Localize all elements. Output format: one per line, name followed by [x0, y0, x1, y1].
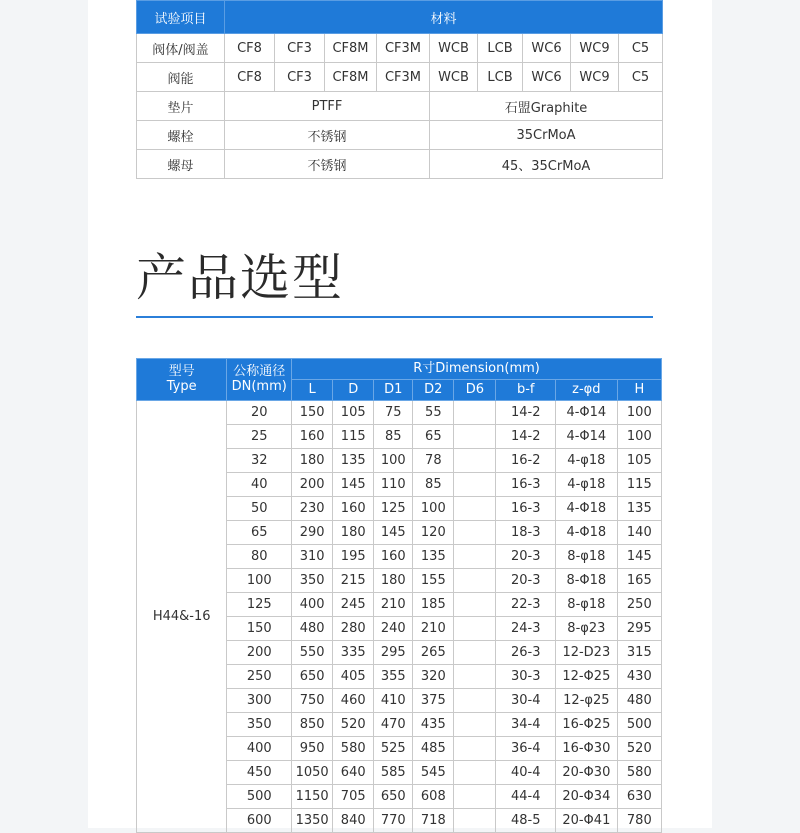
table-cell: 430	[617, 665, 661, 689]
header-col: D1	[374, 380, 413, 401]
table-cell: 100	[413, 497, 454, 521]
table-cell: 140	[617, 521, 661, 545]
materials-cell: LCB	[478, 63, 523, 92]
table-cell: 840	[333, 809, 374, 833]
table-cell: 580	[617, 761, 661, 785]
table-cell: 500	[617, 713, 661, 737]
table-cell: 250	[227, 665, 292, 689]
materials-header-item: 试验项目	[137, 1, 225, 34]
materials-cell: WC9	[571, 63, 619, 92]
table-cell	[454, 665, 496, 689]
table-cell: 245	[333, 593, 374, 617]
table-cell: 100	[227, 569, 292, 593]
table-cell: 180	[374, 569, 413, 593]
header-col: D	[333, 380, 374, 401]
table-cell: 195	[333, 545, 374, 569]
table-cell: 705	[333, 785, 374, 809]
table-cell: 105	[617, 449, 661, 473]
materials-left-value: PTFF	[225, 92, 430, 121]
table-cell: 165	[617, 569, 661, 593]
table-cell: 160	[374, 545, 413, 569]
table-cell: 608	[413, 785, 454, 809]
materials-row-name: 螺母	[137, 150, 225, 179]
table-cell: 14-2	[496, 425, 556, 449]
header-col: L	[292, 380, 333, 401]
table-cell: 75	[374, 401, 413, 425]
table-cell: 480	[617, 689, 661, 713]
table-cell: 12-φ25	[556, 689, 618, 713]
materials-cell: CF8	[225, 63, 275, 92]
table-cell: 520	[617, 737, 661, 761]
table-cell: 1050	[292, 761, 333, 785]
table-cell: 200	[227, 641, 292, 665]
table-cell: 40	[227, 473, 292, 497]
header-col: z-φd	[556, 380, 618, 401]
table-cell: 470	[374, 713, 413, 737]
table-cell: 125	[227, 593, 292, 617]
table-cell: 125	[374, 497, 413, 521]
table-cell: 950	[292, 737, 333, 761]
table-cell: 650	[292, 665, 333, 689]
table-cell: 78	[413, 449, 454, 473]
table-cell: 400	[227, 737, 292, 761]
materials-row-name: 阀体/阀盖	[137, 34, 225, 63]
table-cell: 44-4	[496, 785, 556, 809]
table-cell: 150	[227, 617, 292, 641]
materials-row	[137, 63, 663, 92]
table-cell: 105	[333, 401, 374, 425]
materials-right-value: 35CrMoA	[430, 121, 663, 150]
materials-cell: C5	[619, 34, 663, 63]
materials-cell: CF8M	[325, 63, 377, 92]
table-cell: 16-3	[496, 473, 556, 497]
header-dn	[227, 359, 292, 401]
table-cell: 20-Φ41	[556, 809, 618, 833]
header-dn-en: DN(mm)	[231, 378, 287, 394]
table-cell: 16-Φ30	[556, 737, 618, 761]
table-cell: 180	[292, 449, 333, 473]
table-cell: 650	[374, 785, 413, 809]
table-cell: 25	[227, 425, 292, 449]
table-cell: 405	[333, 665, 374, 689]
table-cell: 135	[333, 449, 374, 473]
materials-cell: CF8M	[325, 34, 377, 63]
table-cell: 100	[374, 449, 413, 473]
materials-split-row	[137, 150, 663, 179]
table-cell: 4-Φ14	[556, 401, 618, 425]
table-cell: 16-Φ25	[556, 713, 618, 737]
table-cell: 30-3	[496, 665, 556, 689]
table-cell: 32	[227, 449, 292, 473]
table-cell: 210	[413, 617, 454, 641]
table-cell: 12-D23	[556, 641, 618, 665]
materials-header-material: 材料	[225, 1, 663, 34]
table-cell: 150	[292, 401, 333, 425]
table-cell: 280	[333, 617, 374, 641]
table-cell: 295	[617, 617, 661, 641]
materials-right-value: 石盟Graphite	[430, 92, 663, 121]
table-cell: 200	[292, 473, 333, 497]
table-cell: 160	[333, 497, 374, 521]
table-cell: 120	[413, 521, 454, 545]
table-cell: 48-5	[496, 809, 556, 833]
materials-split-row	[137, 92, 663, 121]
table-cell: 355	[374, 665, 413, 689]
table-cell: 50	[227, 497, 292, 521]
table-cell: 18-3	[496, 521, 556, 545]
table-cell: 375	[413, 689, 454, 713]
table-cell: 400	[292, 593, 333, 617]
table-cell: 295	[374, 641, 413, 665]
table-cell: 85	[413, 473, 454, 497]
table-cell: 155	[413, 569, 454, 593]
table-cell: 450	[227, 761, 292, 785]
table-cell: 145	[374, 521, 413, 545]
table-cell: 500	[227, 785, 292, 809]
table-cell: 26-3	[496, 641, 556, 665]
table-cell: 145	[617, 545, 661, 569]
table-cell: 65	[413, 425, 454, 449]
table-cell: 100	[617, 425, 661, 449]
table-cell: 4-Φ14	[556, 425, 618, 449]
table-cell: 718	[413, 809, 454, 833]
materials-cell: WC6	[523, 63, 571, 92]
table-cell: 545	[413, 761, 454, 785]
table-cell: 16-3	[496, 497, 556, 521]
table-cell: 335	[333, 641, 374, 665]
materials-cell: WCB	[430, 34, 478, 63]
table-cell: 310	[292, 545, 333, 569]
table-cell	[454, 569, 496, 593]
table-cell: 80	[227, 545, 292, 569]
dimensions-table	[136, 358, 662, 833]
header-model-en: Type	[166, 378, 197, 394]
table-cell: 230	[292, 497, 333, 521]
table-cell: 100	[617, 401, 661, 425]
materials-row-name: 阀能	[137, 63, 225, 92]
table-cell	[454, 497, 496, 521]
table-cell: 115	[333, 425, 374, 449]
table-cell: 20	[227, 401, 292, 425]
table-cell: 145	[333, 473, 374, 497]
table-cell: 180	[333, 521, 374, 545]
table-cell: 20-Φ34	[556, 785, 618, 809]
materials-cell: CF3M	[377, 34, 430, 63]
table-cell: 12-Φ25	[556, 665, 618, 689]
table-row	[137, 401, 662, 425]
table-cell: 14-2	[496, 401, 556, 425]
table-cell	[454, 689, 496, 713]
table-cell: 36-4	[496, 737, 556, 761]
table-cell: 250	[617, 593, 661, 617]
table-cell: 8-φ18	[556, 593, 618, 617]
model-cell: H44&-16	[137, 401, 227, 833]
table-cell: 1150	[292, 785, 333, 809]
table-cell	[454, 473, 496, 497]
table-cell	[454, 737, 496, 761]
table-cell	[454, 521, 496, 545]
table-cell	[454, 785, 496, 809]
table-cell: 410	[374, 689, 413, 713]
materials-right-value: 45、35CrMoA	[430, 150, 663, 179]
table-cell	[454, 713, 496, 737]
table-cell: 460	[333, 689, 374, 713]
table-cell: 320	[413, 665, 454, 689]
table-cell: 580	[333, 737, 374, 761]
table-cell: 160	[292, 425, 333, 449]
table-cell: 115	[617, 473, 661, 497]
materials-cell: CF3	[275, 34, 325, 63]
table-cell: 8-φ23	[556, 617, 618, 641]
table-cell: 780	[617, 809, 661, 833]
table-cell: 135	[617, 497, 661, 521]
materials-cell: C5	[619, 63, 663, 92]
table-cell: 350	[227, 713, 292, 737]
materials-cell: LCB	[478, 34, 523, 63]
materials-cell: WCB	[430, 63, 478, 92]
table-cell: 525	[374, 737, 413, 761]
header-model-cn: 型号	[168, 363, 195, 379]
table-cell	[454, 641, 496, 665]
table-cell: 770	[374, 809, 413, 833]
table-cell	[454, 425, 496, 449]
table-cell: 4-Φ18	[556, 521, 618, 545]
table-cell: 215	[333, 569, 374, 593]
table-cell: 640	[333, 761, 374, 785]
table-cell: 480	[292, 617, 333, 641]
table-cell: 210	[374, 593, 413, 617]
materials-split-row	[137, 121, 663, 150]
table-cell: 185	[413, 593, 454, 617]
header-model	[137, 359, 227, 401]
table-cell: 8-φ18	[556, 545, 618, 569]
table-cell: 22-3	[496, 593, 556, 617]
table-cell: 20-3	[496, 569, 556, 593]
materials-cell: WC9	[571, 34, 619, 63]
materials-row-name: 螺栓	[137, 121, 225, 150]
table-cell: 55	[413, 401, 454, 425]
header-col: D6	[454, 380, 496, 401]
table-cell: 850	[292, 713, 333, 737]
table-cell: 135	[413, 545, 454, 569]
table-cell: 350	[292, 569, 333, 593]
table-cell: 85	[374, 425, 413, 449]
title-divider	[136, 316, 653, 318]
table-cell: 40-4	[496, 761, 556, 785]
table-cell: 750	[292, 689, 333, 713]
materials-row-name: 垫片	[137, 92, 225, 121]
table-cell: 20-3	[496, 545, 556, 569]
table-cell: 240	[374, 617, 413, 641]
table-cell: 4-φ18	[556, 473, 618, 497]
table-cell: 4-φ18	[556, 449, 618, 473]
table-cell: 30-4	[496, 689, 556, 713]
header-dimension-group: R寸Dimension(mm)	[292, 359, 662, 380]
materials-cell: CF3	[275, 63, 325, 92]
table-cell: 435	[413, 713, 454, 737]
table-cell: 265	[413, 641, 454, 665]
header-col: H	[617, 380, 661, 401]
table-cell: 485	[413, 737, 454, 761]
table-cell: 600	[227, 809, 292, 833]
table-cell: 20-Φ30	[556, 761, 618, 785]
materials-left-value: 不锈钢	[225, 150, 430, 179]
table-cell: 1350	[292, 809, 333, 833]
table-cell	[454, 809, 496, 833]
table-cell: 34-4	[496, 713, 556, 737]
header-col: b-f	[496, 380, 556, 401]
materials-left-value: 不锈钢	[225, 121, 430, 150]
table-cell	[454, 449, 496, 473]
table-cell: 110	[374, 473, 413, 497]
table-cell: 315	[617, 641, 661, 665]
table-cell: 300	[227, 689, 292, 713]
table-cell: 16-2	[496, 449, 556, 473]
page-title: 产品选型	[136, 249, 344, 307]
table-cell: 585	[374, 761, 413, 785]
table-cell: 65	[227, 521, 292, 545]
table-cell: 24-3	[496, 617, 556, 641]
table-cell	[454, 593, 496, 617]
materials-table	[136, 0, 663, 179]
table-cell	[454, 617, 496, 641]
materials-cell: CF3M	[377, 63, 430, 92]
materials-row	[137, 34, 663, 63]
table-cell	[454, 761, 496, 785]
table-cell: 4-Φ18	[556, 497, 618, 521]
table-cell: 8-Φ18	[556, 569, 618, 593]
table-cell: 520	[333, 713, 374, 737]
table-cell	[454, 401, 496, 425]
table-cell: 290	[292, 521, 333, 545]
header-dn-cn: 公称通径	[233, 363, 286, 379]
table-cell: 550	[292, 641, 333, 665]
materials-cell: CF8	[225, 34, 275, 63]
table-cell: 630	[617, 785, 661, 809]
materials-cell: WC6	[523, 34, 571, 63]
header-col: D2	[413, 380, 454, 401]
table-cell	[454, 545, 496, 569]
